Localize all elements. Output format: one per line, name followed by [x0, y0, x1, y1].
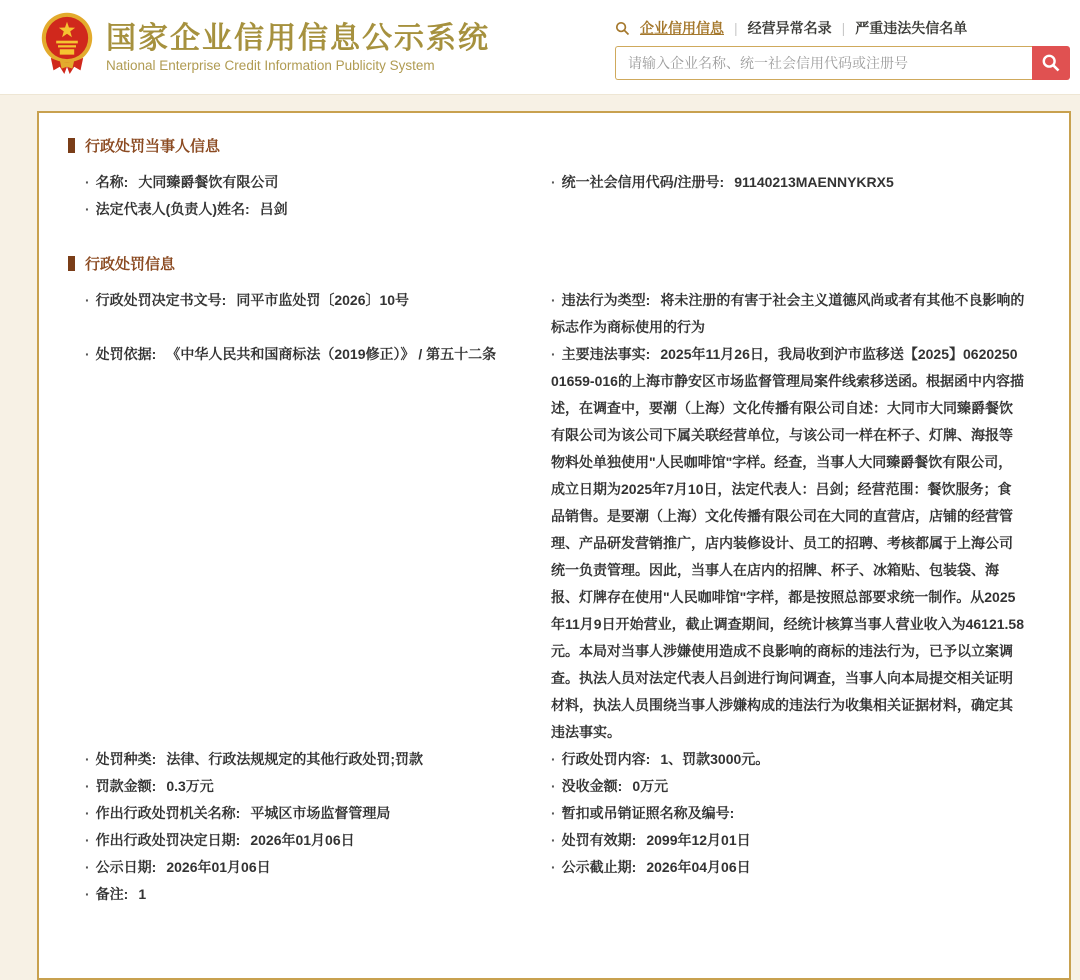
section-marker-bar	[68, 138, 75, 153]
field-row	[85, 881, 1043, 908]
field-row	[85, 341, 1043, 746]
bullet-dot: ·	[551, 346, 556, 362]
field-confiscation-amount: · 没收金额: 0万元	[551, 778, 669, 794]
search-button-icon	[1041, 53, 1061, 73]
top-nav	[615, 18, 1070, 38]
party-fields	[85, 169, 1043, 223]
bullet-dot: ·	[85, 201, 90, 217]
brand-text	[106, 22, 490, 73]
nav-abnormal-operations-list[interactable]: 经营异常名录	[747, 20, 832, 36]
section-title-penalty: 行政处罚信息	[68, 253, 1043, 274]
field-authority-name: · 作出行政处罚机关名称: 平城区市场监督管理局	[85, 805, 391, 821]
field-penalty-basis: · 处罚依据: 《中华人民共和国商标法（2019修正）》 / 第五十二条	[85, 346, 497, 362]
search-input[interactable]	[615, 46, 1032, 80]
section-title-party: 行政处罚当事人信息	[68, 135, 1043, 156]
bullet-dot: ·	[551, 292, 556, 308]
national-emblem-logo	[38, 11, 96, 83]
search-bar	[615, 46, 1070, 80]
nav-separator: |	[734, 20, 738, 36]
bullet-dot: ·	[551, 859, 556, 875]
search-icon	[615, 21, 630, 36]
field-decision-doc-number: · 行政处罚决定书文号: 同平市监处罚〔2026〕10号	[85, 292, 410, 308]
field-main-illegal-facts: · 主要违法事实: 2025年11月26日，我局收到沪市监移送【2025】062025001659-016的上海市静安区市场监督管理局案件线索移送函。根据函中内容描述，在调查中，要潮（上海）文化传播有限公司自述：大同市大同臻爵餐饮有限公司为该公司下属关联经营单位，与该公司一样在杯子、灯牌、海报等物料处单独使用"人民咖啡馆"字样。经查，当事人大同臻爵餐饮有限公司，成立日期为2025年7月10日，法定代表人：吕剑；经营范围：餐饮服务；食品销售。是要潮（上海）文化传播有限公司在大同的直营店，店铺的经营管理、产品研发营销推广，店内装修设计、员工的招聘、考核都属于上海公司统一负责管理。因此，当事人在店内的招牌、杯子、冰箱贴、包装袋、海报、灯牌存在使用"人民咖啡馆"字样，都是按照总部要求统一制作。从2025年11月9日开始营业，截止调查期间，经统计核算当事人营业收入为46121.58元。本局对当事人涉嫌使用造成不良影响的商标的违法行为，已予以立案调查。执法人员对法定代表人吕剑进行询问调查，当事人向本局提交相关证明材料，执法人员围绕当事人涉嫌构成的违法行为收集相关证据材料，确定其违法事实。	[551, 346, 1024, 740]
penalty-detail-panel	[37, 111, 1071, 980]
bullet-dot: ·	[551, 778, 556, 794]
nav-serious-violation-list[interactable]: 严重违法失信名单	[855, 20, 968, 36]
bullet-dot: ·	[85, 346, 90, 362]
bullet-dot: ·	[85, 886, 90, 902]
site-subtitle: National Enterprise Credit Information Publicity System	[106, 57, 435, 73]
field-credit-code: · 统一社会信用代码/注册号: 91140213MAENNYKRX5	[551, 174, 894, 190]
search-button[interactable]	[1032, 46, 1070, 80]
section-penalty-info	[68, 253, 1043, 908]
penalty-fields	[85, 287, 1043, 908]
nav-separator: |	[841, 20, 846, 36]
field-penalty-type: · 处罚种类: 法律、行政法规规定的其他行政处罚;罚款	[85, 751, 424, 767]
bullet-dot: ·	[551, 751, 556, 767]
bullet-dot: ·	[85, 832, 90, 848]
site-header	[0, 0, 1080, 95]
field-row	[85, 800, 1043, 827]
bullet-dot: ·	[551, 832, 556, 848]
field-fine-amount: · 罚款金额: 0.3万元	[85, 778, 214, 794]
field-row	[85, 854, 1043, 881]
bullet-dot: ·	[85, 778, 90, 794]
field-row	[85, 773, 1043, 800]
section-penalty-party-info	[68, 135, 1043, 223]
field-remark: · 备注: 1	[85, 886, 147, 902]
page-main	[0, 95, 1080, 980]
field-company-name: · 名称: 大同臻爵餐饮有限公司	[85, 174, 279, 190]
field-row	[85, 169, 1043, 196]
bullet-dot: ·	[85, 859, 90, 875]
bullet-dot: ·	[85, 292, 90, 308]
field-penalty-validity-period: · 处罚有效期: 2099年12月01日	[551, 832, 751, 848]
bullet-dot: ·	[85, 174, 90, 190]
field-legal-representative: · 法定代表人(负责人)姓名: 吕剑	[85, 201, 288, 217]
nav-enterprise-credit-info[interactable]: 企业信用信息	[640, 20, 724, 36]
field-row	[85, 746, 1043, 773]
site-title: 国家企业信用信息公示系统	[106, 21, 490, 55]
field-license-suspension: · 暂扣或吊销证照名称及编号:	[551, 805, 735, 821]
bullet-dot: ·	[85, 751, 90, 767]
field-publicity-date: · 公示日期: 2026年01月06日	[85, 859, 271, 875]
field-row	[85, 827, 1043, 854]
bullet-dot: ·	[85, 805, 90, 821]
bullet-dot: ·	[551, 805, 556, 821]
field-penalty-content: · 行政处罚内容: 1、罚款3000元。	[551, 751, 770, 767]
field-decision-date: · 作出行政处罚决定日期: 2026年01月06日	[85, 832, 355, 848]
field-row	[85, 196, 1043, 223]
field-publicity-deadline: · 公示截止期: 2026年04月06日	[551, 859, 751, 875]
section-marker-bar	[68, 256, 75, 271]
site-brand	[38, 11, 490, 83]
bullet-dot: ·	[551, 174, 556, 190]
field-illegal-act-type: · 违法行为类型: 将未注册的有害于社会主义道德风尚或者有其他不良影响的标志作为商标使用的行为	[551, 292, 1025, 335]
field-row	[85, 287, 1043, 341]
header-right	[615, 14, 1070, 80]
